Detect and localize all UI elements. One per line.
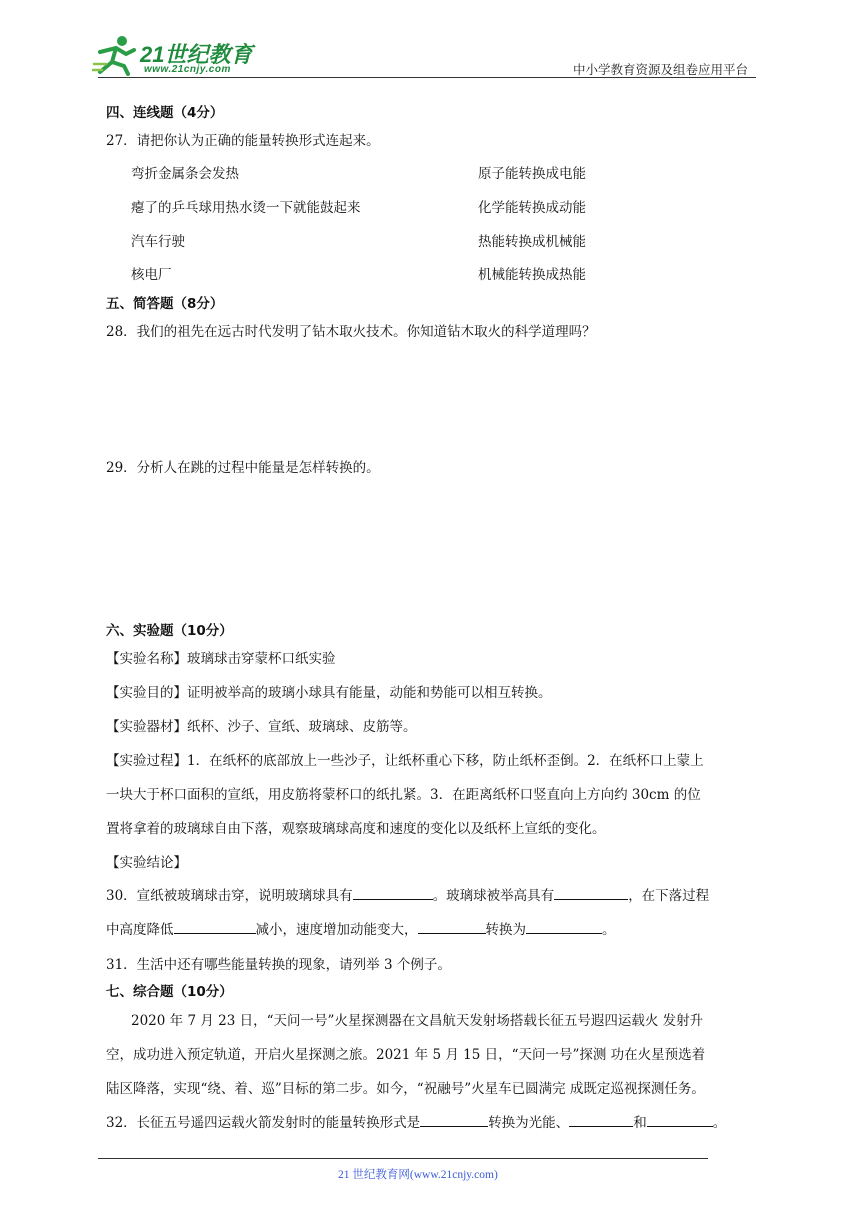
experiment-process-line-2: 一块大于杯口面积的宣纸，用皮筋将蒙杯口的纸扎紧。3．在距离纸杯口竖直向上方向约 30cm 的位 — [106, 787, 701, 803]
answer-blank-30-2[interactable] — [554, 885, 628, 900]
header-divider — [98, 77, 756, 78]
platform-name: 中小学教育资源及组卷应用平台 — [573, 62, 749, 77]
match-left-4[interactable]: 核电厂 — [131, 267, 172, 283]
match-right-4[interactable]: 机械能转换成热能 — [478, 267, 586, 283]
logo-text: 21世纪教育 — [140, 42, 253, 67]
question-29: 29．分析人在跳的过程中能量是怎样转换的。 — [106, 460, 380, 476]
runner-logo-icon — [92, 34, 138, 76]
match-left-3[interactable]: 汽车行驶 — [131, 234, 185, 250]
question-30-line-2: 中高度降低 减小，速度增加动能变大， 转换为 。 — [106, 918, 616, 938]
logo — [92, 34, 262, 76]
experiment-conclusion: 【实验结论】 — [106, 855, 187, 871]
match-right-3[interactable]: 热能转换成机械能 — [478, 234, 586, 250]
match-left-2[interactable]: 瘪了的乒乓球用热水烫一下就能鼓起来 — [131, 200, 361, 216]
answer-blank-30-3[interactable] — [174, 919, 256, 934]
experiment-process-line-3: 置将拿着的玻璃球自由下落，观察玻璃球高度和速度的变化以及纸杯上宣纸的变化。 — [106, 821, 606, 837]
passage-line-3: 陆区降落，实现“绕、着、巡”目标的第二步。如今，“祝融号”火星车已圆满完 成既定巡视探测任务。 — [106, 1081, 705, 1097]
answer-blank-30-1[interactable] — [353, 885, 433, 900]
question-32: 32．长征五号遥四运载火箭发射时的能量转换形式是 转换为光能、 和 。 — [106, 1111, 726, 1131]
answer-blank-32-3[interactable] — [647, 1112, 713, 1127]
footer-text[interactable]: 21 世纪教育网(www.21cnjy.com) — [338, 1169, 498, 1181]
section-4-title: 四、连线题（4分） — [106, 105, 224, 121]
question-28: 28．我们的祖先在远古时代发明了钻木取火技术。你知道钻木取火的科学道理吗？ — [106, 324, 596, 340]
question-27: 27．请把你认为正确的能量转换形式连起来。 — [106, 133, 380, 149]
answer-blank-30-5[interactable] — [526, 919, 602, 934]
footer-divider — [98, 1158, 708, 1159]
experiment-name: 【实验名称】玻璃球击穿蒙杯口纸实验 — [106, 651, 336, 667]
question-31: 31．生活中还有哪些能量转换的现象，请列举 3 个例子。 — [106, 957, 451, 973]
section-6-title: 六、实验题（10分） — [106, 623, 233, 639]
answer-blank-32-1[interactable] — [420, 1112, 488, 1127]
section-5-title: 五、简答题（8分） — [106, 296, 224, 312]
section-7-title: 七、综合题（10分） — [106, 984, 233, 1000]
logo-url: www.21cnjy.com — [144, 64, 231, 75]
answer-blank-30-4[interactable] — [418, 919, 486, 934]
question-30-line-1: 30．宣纸被玻璃球击穿，说明玻璃球具有 。玻璃球被举高具有 ，在下落过程 — [106, 884, 709, 904]
passage-line-1: 2020 年 7 月 23 日，“天问一号”火星探测器在文昌航天发射场搭载长征五号遐四运载火 发射升 — [131, 1013, 704, 1029]
match-left-1[interactable]: 弯折金属条会发热 — [131, 166, 239, 182]
match-right-2[interactable]: 化学能转换成动能 — [478, 200, 586, 216]
experiment-purpose: 【实验目的】证明被举高的玻璃小球具有能量，动能和势能可以相互转换。 — [106, 685, 552, 701]
passage-line-2: 空，成功进入预定轨道，开启火星探测之旅。2021 年 5 月 15 日，“天问一号”探测 功在火星预选着 — [106, 1047, 706, 1063]
experiment-equipment: 【实验器材】纸杯、沙子、宣纸、玻璃球、皮筋等。 — [106, 719, 417, 735]
match-right-1[interactable]: 原子能转换成电能 — [478, 166, 586, 182]
answer-blank-32-2[interactable] — [569, 1112, 633, 1127]
experiment-process-line-1: 【实验过程】1．在纸杯的底部放上一些沙子，让纸杯重心下移，防止纸杯歪倒。2．在纸杯口上蒙上 — [106, 753, 704, 769]
